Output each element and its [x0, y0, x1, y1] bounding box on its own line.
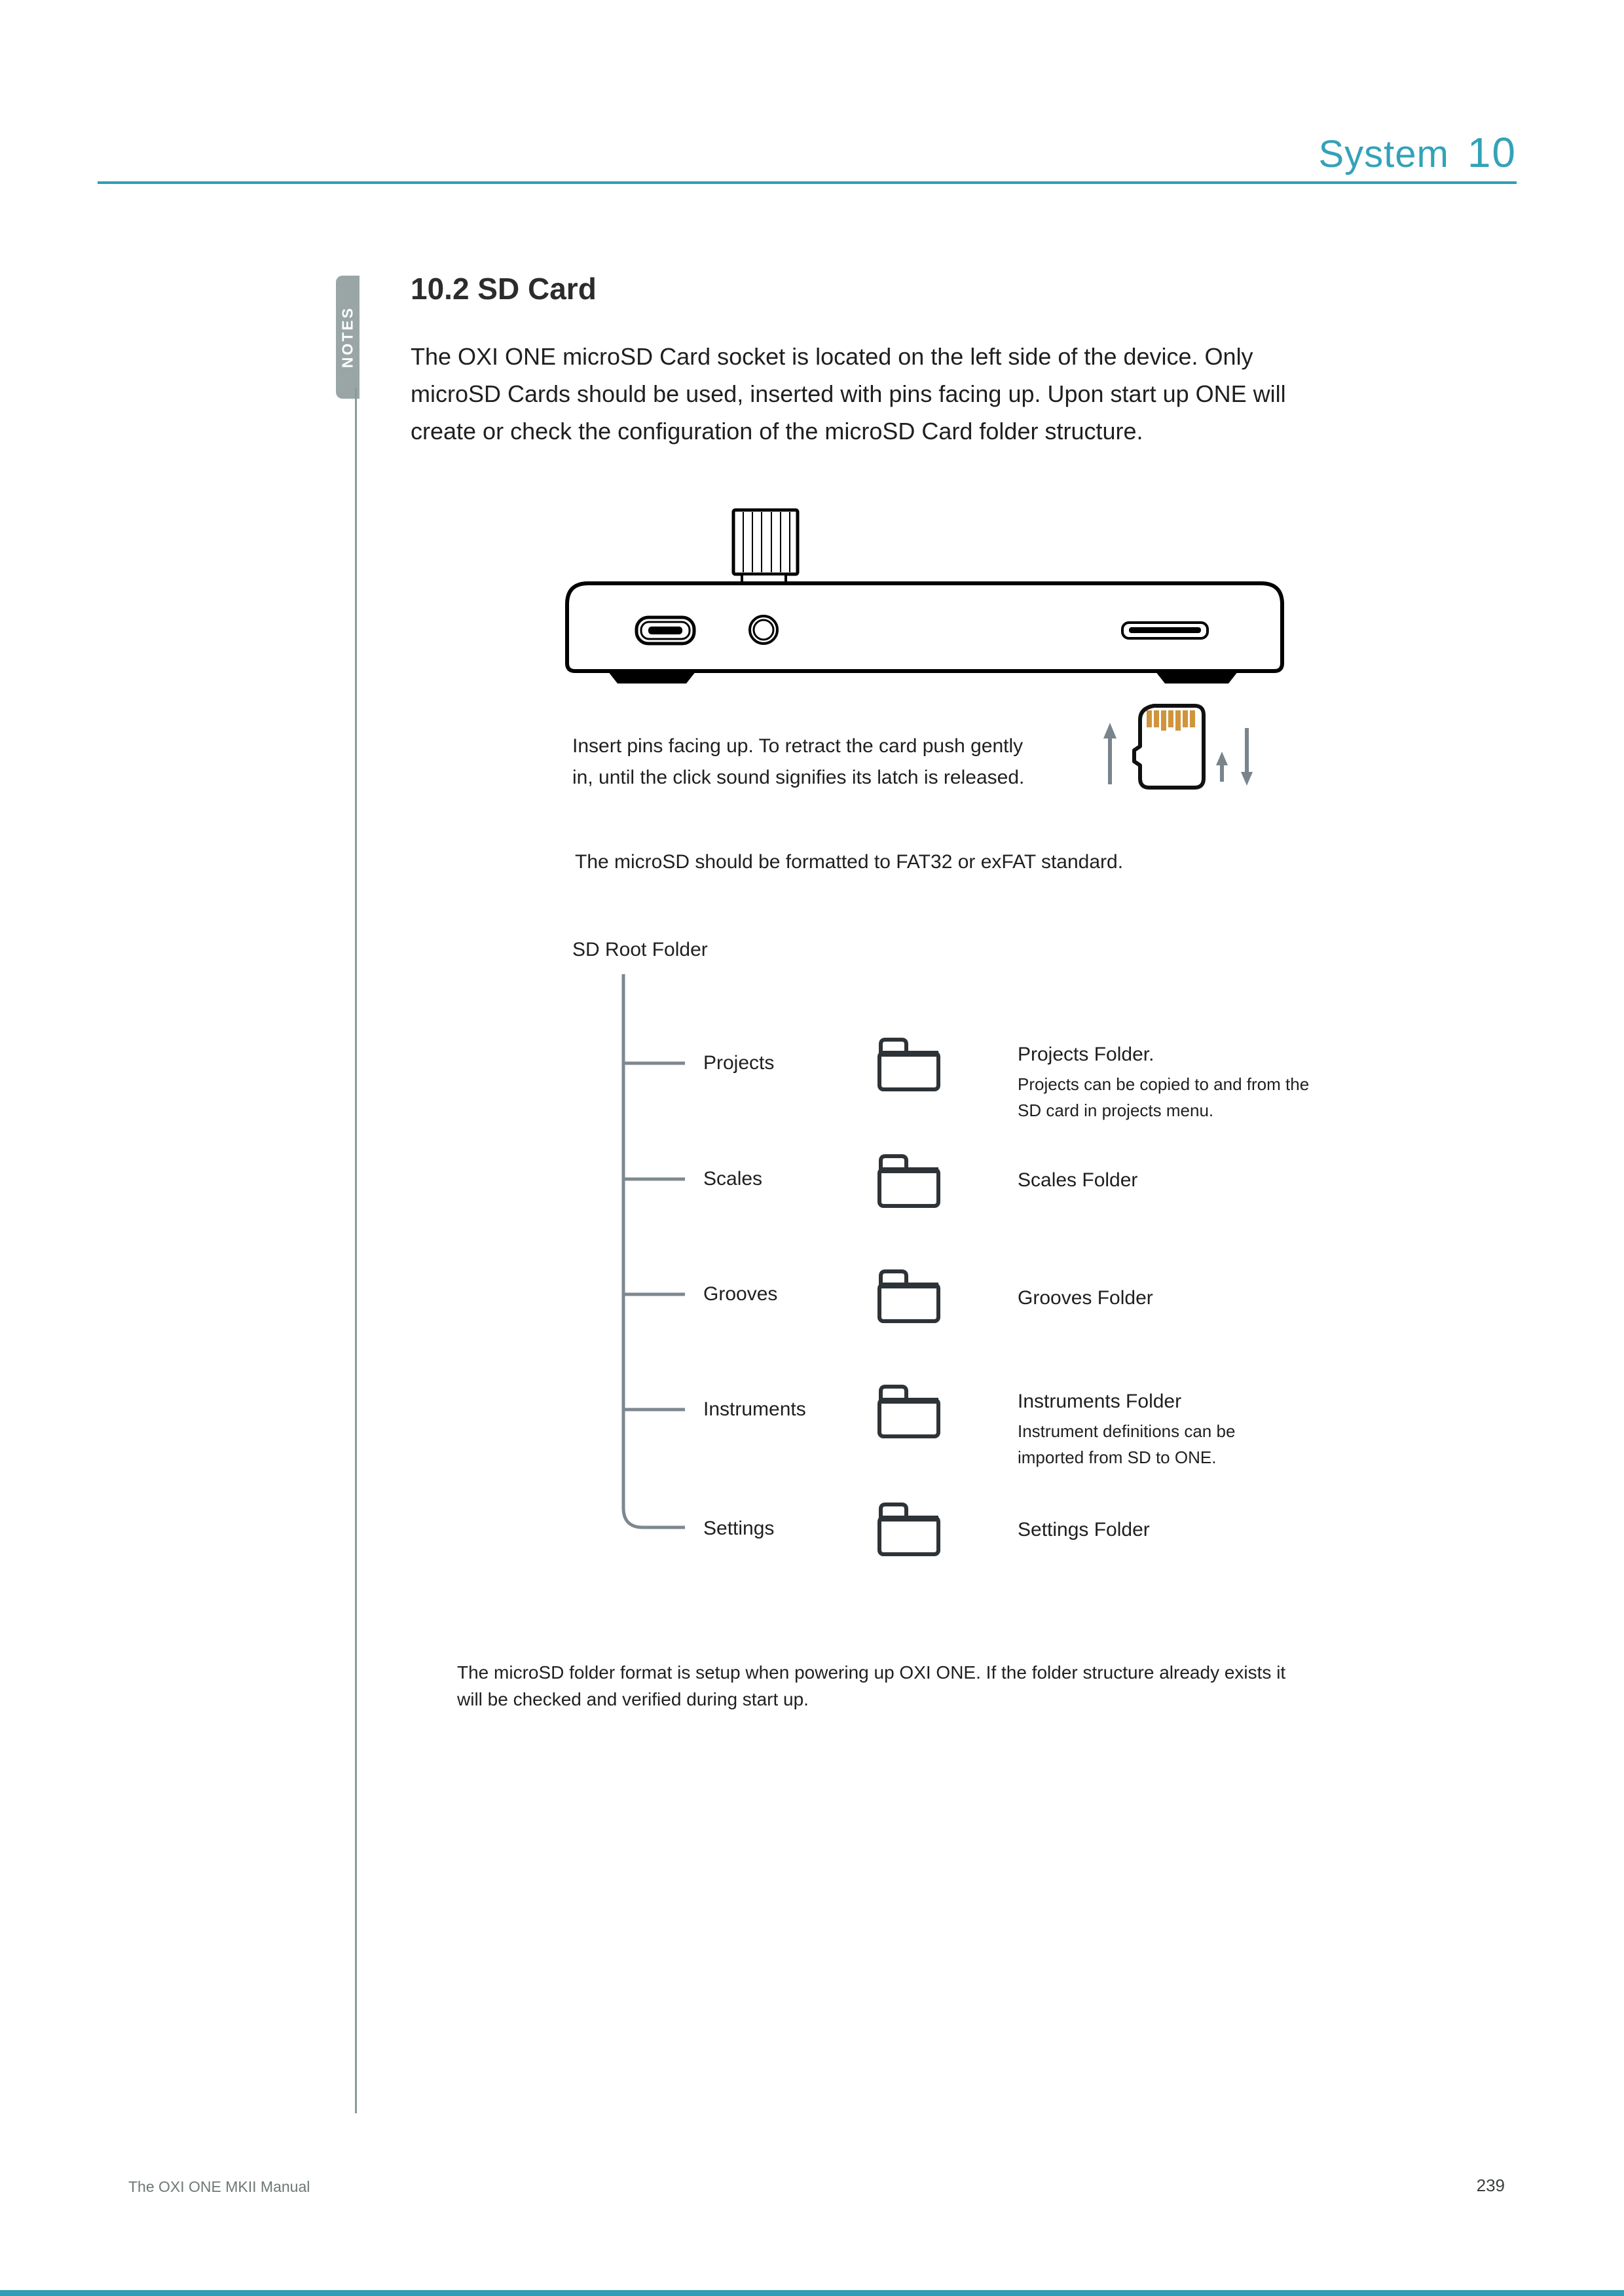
up-arrow-icon — [1103, 723, 1116, 784]
folder-icon — [876, 1267, 942, 1324]
folder-icon — [876, 1152, 942, 1209]
outro-line-1: The microSD folder format is setup when powering up OXI ONE. If the folder structure already exists it — [457, 1662, 1286, 1683]
down-arrow-icon — [1241, 728, 1253, 786]
intro-line-1: The OXI ONE microSD Card socket is located on the left side of the device. Only — [411, 343, 1253, 370]
folder-title-settings: Settings Folder — [1018, 1519, 1150, 1540]
footer-manual-title: The OXI ONE MKII Manual — [128, 2178, 310, 2195]
device-foot-left — [608, 671, 696, 683]
insert-note-line-1: Insert pins facing up. To retract the card push gently — [572, 735, 1024, 757]
folder-icon — [876, 1383, 942, 1439]
folder-description-projects — [1018, 1071, 1309, 1123]
device-foot-right — [1155, 671, 1238, 683]
desc-line: Instrument definitions can be — [1018, 1421, 1236, 1441]
outro-line-2: will be checked and verified during start up. — [457, 1689, 809, 1709]
format-note: The microSD should be formatted to FAT32 or exFAT standard. — [575, 851, 1124, 873]
folder-title-instruments: Instruments Folder — [1018, 1391, 1182, 1412]
section-heading: 10.2 SD Card — [411, 272, 597, 306]
intro-line-2: microSD Cards should be used, inserted with pins facing up. Upon start up ONE will — [411, 380, 1286, 407]
desc-line: Projects can be copied to and from the — [1018, 1074, 1310, 1094]
microsd-card-icon — [1094, 701, 1264, 792]
sd-card-inserted-icon — [733, 510, 798, 586]
tree-item-label-grooves: Grooves — [703, 1283, 778, 1305]
small-up-arrow-icon — [1216, 752, 1228, 782]
insert-note — [572, 731, 1024, 793]
desc-line: SD card in projects menu. — [1018, 1101, 1214, 1120]
tree-item-label-instruments: Instruments — [703, 1398, 806, 1420]
folder-icon — [876, 1501, 942, 1557]
tree-item-label-settings: Settings — [703, 1518, 775, 1539]
notes-tab-label: NOTES — [339, 306, 356, 369]
device-side-view — [557, 504, 1297, 694]
footer-accent-bar — [0, 2290, 1624, 2296]
intro-line-3: create or check the configuration of the microSD Card folder structure. — [411, 418, 1143, 445]
footer-page-number: 239 — [1476, 2176, 1505, 2195]
chapter-number: 10 — [1467, 129, 1517, 176]
chapter-header — [1318, 128, 1517, 177]
folder-description-instruments — [1018, 1418, 1235, 1470]
intro-paragraph — [411, 338, 1286, 450]
insert-note-line-2: in, until the click sound signifies its latch is released. — [572, 767, 1025, 788]
folder-title-grooves: Grooves Folder — [1018, 1287, 1153, 1309]
sd-root-folder-label: SD Root Folder — [572, 939, 708, 960]
folder-icon — [876, 1036, 942, 1092]
header-rule — [98, 181, 1517, 184]
folder-title-scales: Scales Folder — [1018, 1169, 1138, 1191]
outro-paragraph — [457, 1659, 1285, 1713]
folder-title-projects: Projects Folder. — [1018, 1044, 1154, 1065]
desc-line: imported from SD to ONE. — [1018, 1448, 1217, 1467]
tree-item-label-projects: Projects — [703, 1052, 775, 1074]
tree-connector-lines — [609, 969, 701, 1539]
notes-tab — [336, 276, 360, 399]
tree-item-label-scales: Scales — [703, 1168, 763, 1190]
chapter-title: System — [1318, 133, 1449, 175]
sidebar-vertical-line — [355, 388, 357, 2113]
